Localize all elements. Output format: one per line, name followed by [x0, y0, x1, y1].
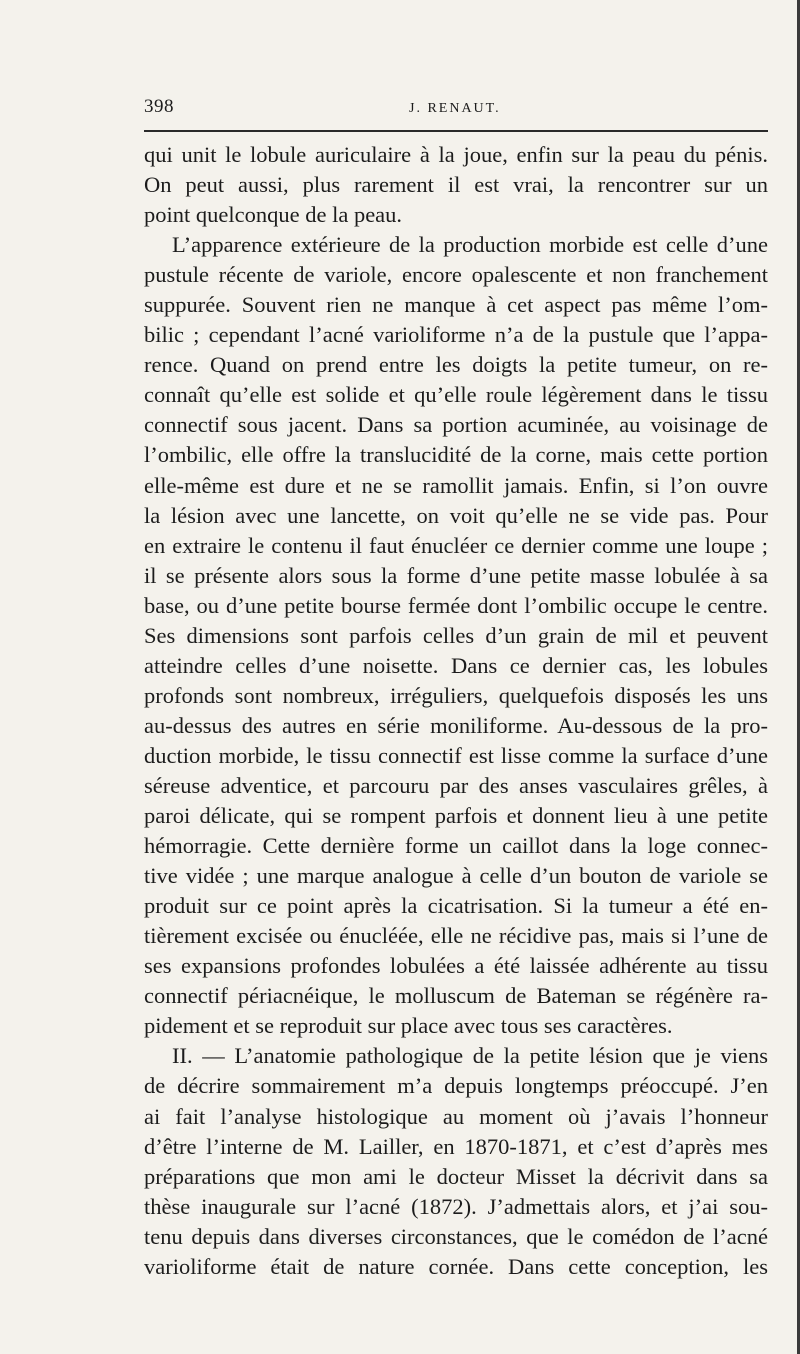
text-line: la lésion avec une lancette, on voit qu’elle ne se vide pas. Pour [144, 502, 768, 528]
text-line: rence. Quand on prend entre les doigts la petite tumeur, on re- [144, 352, 768, 378]
text-line: duction morbide, le tissu connectif est lisse comme la surface d’une [144, 742, 768, 768]
text-line: pustule récente de variole, encore opalescente et non franchement [144, 262, 768, 288]
text-line: L’apparence extérieure de la production morbide est celle d’une [172, 232, 768, 258]
page-number: 398 [144, 96, 174, 117]
text-line: produit sur ce point après la cicatrisation. Si la tumeur a été en- [144, 893, 768, 919]
text-line: II. — L’anatomie pathologique de la petite lésion que je viens [172, 1043, 768, 1069]
text-line: connectif périacnéique, le molluscum de Bateman se régénère ra- [144, 983, 768, 1009]
text-line: atteindre celles d’une noisette. Dans ce dernier cas, les lobules [144, 652, 768, 678]
text-line: profonds sont nombreux, irréguliers, quelquefois disposés les uns [144, 682, 768, 708]
text-line: pidement et se reproduit sur place avec tous ses caractères. [144, 1013, 673, 1039]
text-line: séreuse adventice, et parcouru par des anses vasculaires grêles, à [144, 772, 768, 798]
text-line: tenu depuis dans diverses circonstances, que le comédon de l’acné [144, 1223, 768, 1249]
text-line: point quelconque de la peau. [144, 202, 403, 228]
text-line: il se présente alors sous la forme d’une petite masse lobulée à sa [144, 562, 768, 588]
text-line: ai fait l’analyse histologique au moment où j’avais l’honneur [144, 1103, 768, 1129]
text-line: elle-même est dure et ne se ramollit jamais. Enfin, si l’on ouvre [144, 472, 768, 498]
page-header [144, 96, 768, 126]
text-line: varioliforme était de nature cornée. Dans cette conception, les [144, 1253, 768, 1279]
text-line: On peut aussi, plus rarement il est vrai, la rencontrer sur un [144, 172, 768, 198]
text-line: au-dessus des autres en série moniliforme. Au-dessous de la pro- [144, 712, 768, 738]
text-line: paroi délicate, qui se rompent parfois et donnent lieu à une petite [144, 803, 768, 829]
running-head: J. RENAUT. [409, 101, 501, 116]
text-line: qui unit le lobule auriculaire à la joue, enfin sur la peau du pénis. [144, 142, 768, 167]
text-line: tive vidée ; une marque analogue à celle d’un bouton de variole se [144, 863, 768, 889]
text-line: préparations que mon ami le docteur Misset la décrivit dans sa [144, 1163, 768, 1189]
text-line: en extraire le contenu il faut énucléer ce dernier comme une loupe ; [144, 532, 768, 558]
text-line: suppurée. Souvent rien ne manque à cet aspect pas même l’om- [144, 292, 768, 318]
text-line: l’ombilic, elle offre la translucidité de la corne, mais cette portion [144, 442, 768, 468]
text-line: thèse inaugurale sur l’acné (1872). J’admettais alors, et j’ai sou- [144, 1193, 768, 1219]
header-rule [144, 130, 768, 132]
text-line: connectif sous jacent. Dans sa portion acuminée, au voisinage de [144, 412, 768, 438]
body-text [144, 140, 768, 1282]
text-line: d’être l’interne de M. Lailler, en 1870-1871, et c’est d’après mes [144, 1133, 768, 1159]
text-line: ses expansions profondes lobulées a été laissée adhérente au tissu [144, 953, 768, 979]
text-line: de décrire sommairement m’a depuis longtemps préoccupé. J’en [144, 1073, 768, 1099]
text-line: bilic ; cependant l’acné varioliforme n’a de la pustule que l’appa- [144, 322, 768, 348]
text-line: tièrement excisée ou énucléée, elle ne récidive pas, mais si l’une de [144, 923, 768, 949]
text-line: Ses dimensions sont parfois celles d’un grain de mil et peuvent [144, 622, 768, 648]
text-line: base, ou d’une petite bourse fermée dont l’ombilic occupe le centre. [144, 592, 768, 618]
text-line: hémorragie. Cette dernière forme un caillot dans la loge connec- [144, 833, 768, 859]
text-line: connaît qu’elle est solide et qu’elle roule légèrement dans le tissu [144, 382, 768, 408]
